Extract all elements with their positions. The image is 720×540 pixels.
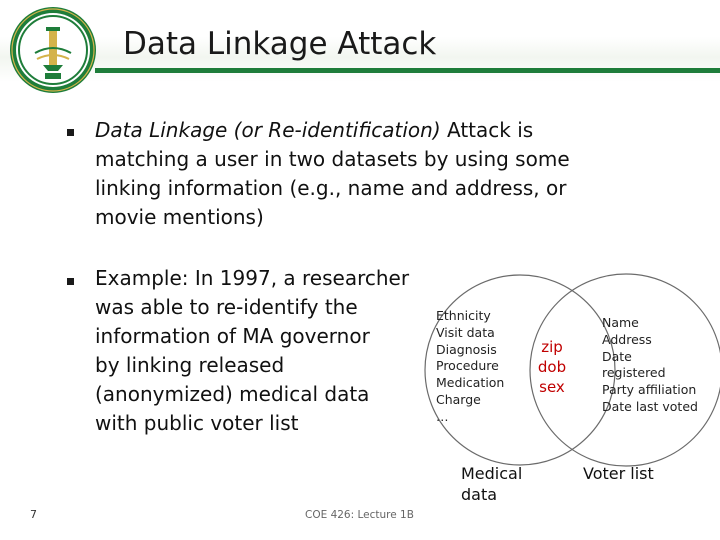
medical-field: Visit data [436,324,495,340]
medical-caption-line: data [461,485,498,504]
medical-fields-list [436,308,504,426]
voter-field: Name [602,315,639,330]
bullet-1-line: movie mentions) [95,205,264,229]
voter-field: Party affiliation [602,382,697,398]
bullet-2-line: with public voter list [95,411,299,435]
voter-field: Date [602,348,632,364]
slide-title: Data Linkage Attack [123,26,437,62]
bullet-2-line: by linking released [95,353,285,377]
bullet-1-line: linking information (e.g., name and address, or [95,176,567,200]
footer-course: COE 426: Lecture 1B [305,509,414,521]
medical-data-caption [461,463,522,505]
medical-field: Charge [436,391,481,407]
medical-caption-line: Medical [461,464,523,483]
shared-fields-list [535,337,569,397]
voter-field: Date last voted [602,398,698,414]
voter-fields-list [602,315,698,416]
shared-field: sex [539,378,565,396]
bullet-1-term: Data Linkage (or Re-identification) [95,118,441,142]
page-number: 7 [30,508,37,521]
medical-field: Diagnosis [436,341,497,357]
shared-field: dob [537,358,567,376]
bullet-2-line: (anonymized) medical data [95,382,370,406]
medical-field: … [436,408,449,424]
medical-field: Procedure [436,358,499,374]
medical-field: Ethnicity [436,308,491,323]
voter-field: registered [602,365,666,381]
shared-field: zip [541,338,563,356]
bullet-1-line: matching a user in two datasets by using some [95,147,570,171]
bullet-1-rest: Attack is [440,118,534,142]
medical-field: Medication [436,375,505,391]
voter-list-caption: Voter list [583,464,654,483]
bullet-2-line: information of MA governor [95,324,370,348]
bullet-2-line: was able to re-identify the [95,295,358,319]
bullet-2-line: Example: In 1997, a researcher [95,266,410,290]
voter-field: Address [602,331,652,347]
